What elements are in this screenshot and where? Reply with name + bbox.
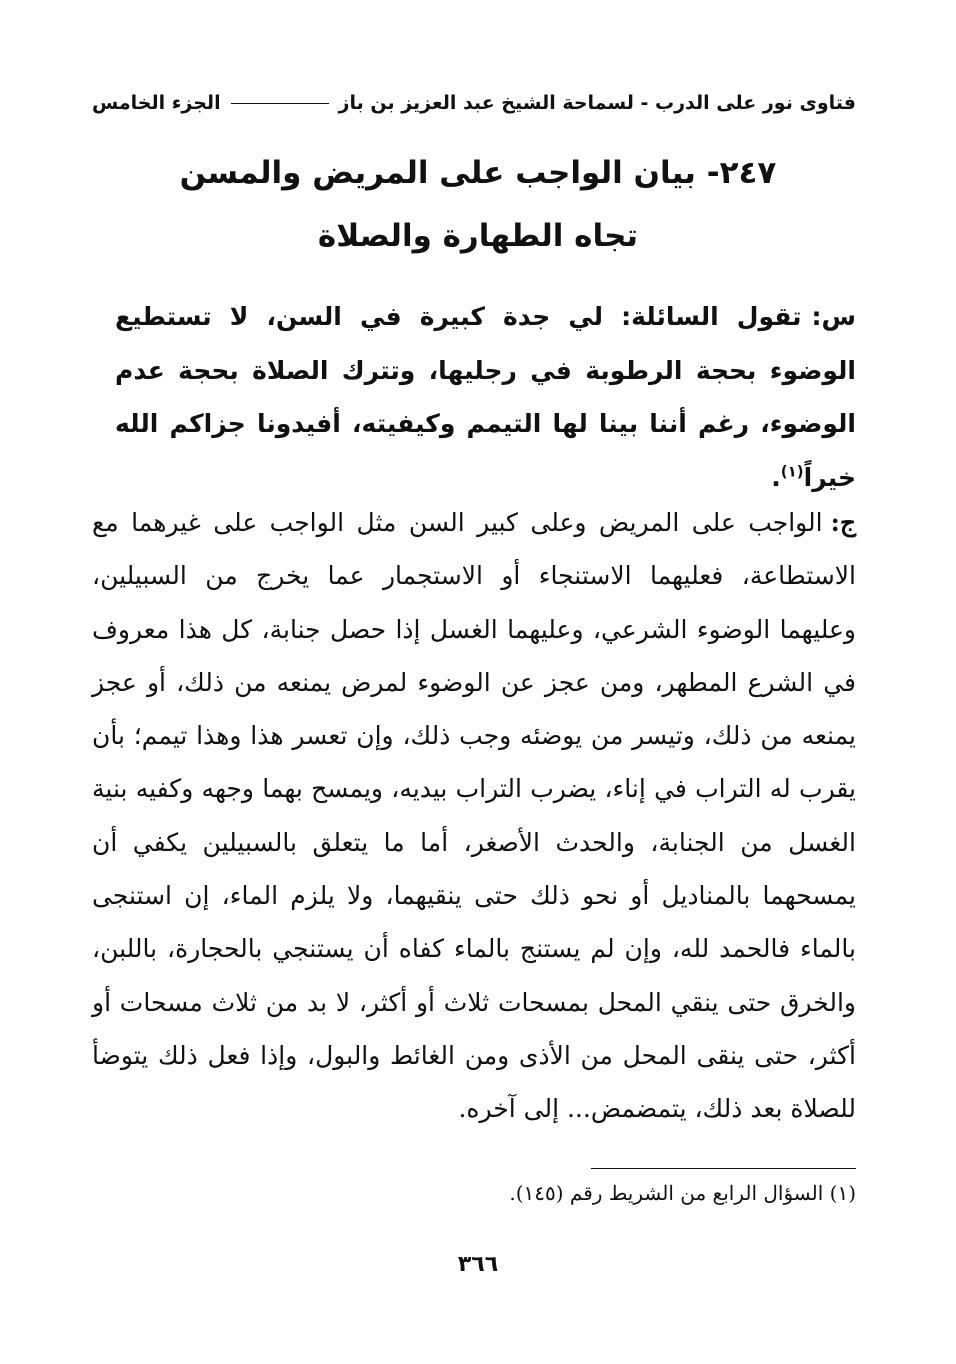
question-paragraph	[115, 290, 856, 504]
section-title-line-1: ٢٤٧- بيان الواجب على المريض والمسن	[179, 155, 777, 191]
question-text: تقول السائلة: لي جدة كبيرة في السن، لا تستطيع الوضوء بحجة الرطوبة في رجليها، وتترك الصلاة بحجة عدم الوضوء، رغم أننا بينا لها التيمم وكيفيته، أفيدونا جزاكم الله خيراً	[115, 302, 856, 492]
header-rule	[231, 103, 329, 104]
running-header	[92, 92, 856, 114]
volume-label: الجزء الخامس	[92, 92, 221, 114]
answer-paragraph	[92, 496, 856, 1136]
answer-label: ج:	[830, 508, 856, 537]
question-end-punct: .	[771, 462, 781, 492]
section-title-line-2: تجاه الطهارة والصلاة	[317, 218, 639, 254]
footnote: (١) السؤال الرابع من الشريط رقم (١٤٥).	[509, 1181, 856, 1205]
answer-text: الواجب على المريض وعلى كبير السن مثل الواجب على غيرهما مع الاستطاعة، فعليهما الاستنجاء أو الاستجمار عما يخرج من السبيلين، وعليهما الوضوء الشرعي، وعليهما الغسل إذا حصل جنابة، كل هذا معروف في الشرع المطهر، ومن عجز عن الوضوء لمرض يمنعه من ذلك، أو عجز يمنعه من ذلك، وتيسر من يوضئه وجب ذلك، وإن تعسر هذا وهذا تيمم؛ بأن يقرب له التراب في إناء، يضرب التراب بيديه، ويمسح بهما وجهه وكفيه بنية الغسل من الجنابة، والحدث الأصغر، أما ما يتعلق بالسبيلين يكفي أن يمسحهما بالمناديل أو نحو ذلك حتى ينقيهما، ولا يلزم الماء، إن استنجى بالماء فالحمد لله، وإن لم يستنج بالماء كفاه أن يستنجي بالحجارة، باللبن، والخرق حتى ينقي المحل بمسحات ثلاث أو أكثر، لا بد من ثلاث مسحات أو أكثر، حتى ينقى المحل من الأذى ومن الغائط والبول، وإذا فعل ذلك يتوضأ للصلاة بعد ذلك، يتمضمض... إلى آخره.	[92, 508, 856, 1124]
footnote-rule	[591, 1168, 856, 1169]
question-label: س:	[811, 302, 856, 331]
book-title: فتاوى نور على الدرب - لسماحة الشيخ عبد العزيز بن باز	[338, 92, 856, 114]
page-number: ٣٦٦	[457, 1252, 499, 1277]
footnote-reference: (١)	[780, 462, 804, 481]
